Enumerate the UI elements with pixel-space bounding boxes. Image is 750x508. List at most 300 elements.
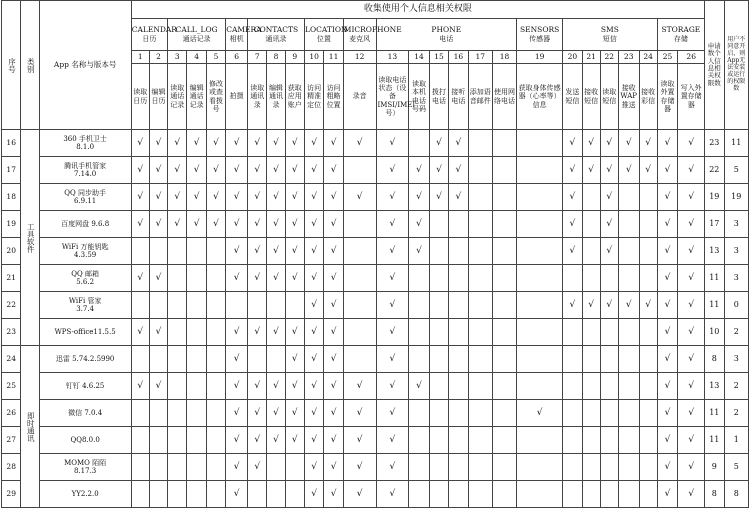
table-row — [2, 265, 749, 292]
permission-cell — [517, 184, 563, 211]
permission-number-16: 16 — [449, 51, 468, 64]
permission-cell — [429, 238, 448, 265]
permission-cell — [226, 292, 248, 319]
permission-number-24: 24 — [639, 51, 657, 64]
permission-cell: √ — [304, 292, 323, 319]
permission-cell: √ — [226, 319, 248, 346]
permission-cell — [492, 238, 516, 265]
refuse-count: 5 — [724, 157, 749, 184]
permission-cell — [639, 319, 657, 346]
permission-number-6: 6 — [226, 51, 248, 64]
permission-cell: √ — [131, 130, 149, 157]
header-category: 类别 — [21, 1, 39, 130]
permission-cell — [429, 400, 448, 427]
permission-label-19: 获取身体传感器（心率等）信息 — [517, 64, 563, 130]
permission-label-22: 读取短信 — [600, 64, 618, 130]
permission-cell: √ — [324, 346, 343, 373]
permission-table — [1, 0, 749, 508]
permission-number-18: 18 — [492, 51, 516, 64]
permission-cell: √ — [600, 211, 618, 238]
refuse-count: 0 — [724, 292, 749, 319]
permission-cell — [343, 238, 376, 265]
permission-cell — [149, 400, 167, 427]
group-chinese-label: 传感器 — [529, 34, 551, 43]
permission-cell: √ — [304, 454, 323, 481]
permission-number-10: 10 — [304, 51, 323, 64]
permission-cell — [187, 292, 206, 319]
permission-cell: √ — [600, 157, 618, 184]
permission-cell — [187, 454, 206, 481]
refuse-count: 11 — [724, 130, 749, 157]
requested-count: 17 — [705, 211, 724, 238]
refuse-count: 3 — [724, 211, 749, 238]
permission-cell — [468, 481, 492, 508]
permission-cell — [168, 481, 187, 508]
permission-number-9: 9 — [285, 51, 304, 64]
permission-cell — [187, 346, 206, 373]
permission-cell: √ — [324, 130, 343, 157]
permission-cell — [618, 481, 639, 508]
row-seq: 20 — [2, 238, 21, 265]
permission-cell — [429, 292, 448, 319]
app-name-cell — [39, 400, 131, 427]
app-name-cell — [39, 265, 131, 292]
permission-number-22: 22 — [600, 51, 618, 64]
permission-label-24: 接收彩信 — [639, 64, 657, 130]
permission-cell — [639, 184, 657, 211]
permission-cell — [563, 319, 582, 346]
permission-cell: √ — [304, 157, 323, 184]
permission-cell: √ — [563, 130, 582, 157]
requested-count: 10 — [705, 319, 724, 346]
permission-cell: √ — [600, 292, 618, 319]
permission-number-25: 25 — [657, 51, 678, 64]
permission-cell — [639, 346, 657, 373]
permission-cell — [600, 400, 618, 427]
group-english-label: STORAGE — [661, 25, 701, 35]
permission-cell: √ — [248, 373, 267, 400]
permission-cell — [468, 319, 492, 346]
group-english-label: CALENDAR — [131, 25, 177, 35]
permission-cell — [131, 292, 149, 319]
permission-number-3: 3 — [168, 51, 187, 64]
permission-cell: √ — [168, 130, 187, 157]
permission-cell — [618, 346, 639, 373]
permission-cell — [517, 481, 563, 508]
permission-cell — [563, 454, 582, 481]
permission-cell: √ — [376, 454, 409, 481]
permission-cell: √ — [131, 157, 149, 184]
permission-cell: √ — [324, 292, 343, 319]
permission-cell — [563, 373, 582, 400]
permission-cell — [468, 454, 492, 481]
app-name-line: 迅雷 5.74.2.5990 — [55, 354, 115, 363]
permission-cell — [285, 481, 304, 508]
permission-cell — [600, 427, 618, 454]
permission-cell — [468, 130, 492, 157]
permission-cell — [468, 184, 492, 211]
permission-cell: √ — [304, 238, 323, 265]
group-chinese-label: 相机 — [229, 34, 244, 43]
refuse-count: 5 — [724, 454, 749, 481]
permission-cell: √ — [324, 319, 343, 346]
permission-cell: √ — [449, 130, 468, 157]
permission-cell: √ — [248, 130, 267, 157]
permission-cell: √ — [343, 481, 376, 508]
permission-cell: √ — [678, 400, 705, 427]
permission-cell — [285, 454, 304, 481]
table-row — [2, 427, 749, 454]
row-seq: 19 — [2, 211, 21, 238]
permission-cell — [563, 265, 582, 292]
table-row — [2, 130, 749, 157]
permission-cell — [618, 400, 639, 427]
app-name-cell — [39, 427, 131, 454]
app-name-line: QQ 邮箱 — [71, 269, 99, 278]
refuse-count: 2 — [724, 319, 749, 346]
permission-cell: √ — [376, 238, 409, 265]
permission-cell — [468, 292, 492, 319]
permission-cell: √ — [304, 400, 323, 427]
permission-cell — [131, 427, 149, 454]
permission-cell — [600, 346, 618, 373]
permission-cell: √ — [678, 157, 705, 184]
permission-cell — [343, 211, 376, 238]
permission-label-15: 拨打电话 — [429, 64, 448, 130]
permission-cell: √ — [131, 319, 149, 346]
permission-cell — [168, 265, 187, 292]
permission-cell: √ — [226, 130, 248, 157]
requested-count: 11 — [705, 400, 724, 427]
permission-cell — [267, 292, 285, 319]
permission-cell: √ — [343, 427, 376, 454]
permission-cell — [563, 346, 582, 373]
group-english-label: MICROPHONE — [343, 25, 402, 35]
permission-label-13: 读取电话状态（设备IMSI/IMEI号） — [376, 64, 409, 130]
app-name-line: 5.6.2 — [76, 278, 95, 286]
app-name-cell — [39, 373, 131, 400]
group-chinese-label: 电话 — [439, 34, 454, 43]
permission-cell: √ — [678, 427, 705, 454]
group-english-label: CALL_LOG — [175, 25, 218, 35]
permission-cell — [618, 184, 639, 211]
permission-cell — [618, 427, 639, 454]
permission-cell: √ — [376, 292, 409, 319]
permission-cell — [187, 265, 206, 292]
permission-cell — [206, 454, 225, 481]
permission-number-7: 7 — [248, 51, 267, 64]
permission-cell — [618, 211, 639, 238]
permission-cell: √ — [248, 157, 267, 184]
permission-cell: √ — [248, 265, 267, 292]
permission-cell: √ — [304, 130, 323, 157]
permission-cell: √ — [343, 454, 376, 481]
permission-label-20: 发送短信 — [563, 64, 582, 130]
permission-cell: √ — [376, 184, 409, 211]
permission-cell — [168, 427, 187, 454]
group-chinese-label: 麦克风 — [349, 34, 371, 43]
permission-cell: √ — [376, 130, 409, 157]
permission-cell — [582, 319, 600, 346]
app-name-line: WPS-office11.5.5 — [54, 327, 116, 336]
table-row — [2, 454, 749, 481]
permission-cell — [582, 400, 600, 427]
group-chinese-label: 日历 — [142, 34, 157, 43]
permission-cell — [343, 346, 376, 373]
requested-count: 19 — [705, 184, 724, 211]
permission-cell — [492, 211, 516, 238]
permission-cell — [449, 346, 468, 373]
group-header-sms — [563, 19, 658, 51]
permission-cell — [429, 346, 448, 373]
group-english-label: SENSORS — [520, 25, 560, 35]
app-name-cell — [39, 238, 131, 265]
permission-cell: √ — [324, 157, 343, 184]
table-row — [2, 184, 749, 211]
permission-cell — [149, 292, 167, 319]
permission-number-21: 21 — [582, 51, 600, 64]
permission-label-12: 录音 — [343, 64, 376, 130]
requested-count: 11 — [705, 292, 724, 319]
refuse-count: 3 — [724, 346, 749, 373]
refuse-count: 8 — [724, 481, 749, 508]
permission-cell — [492, 346, 516, 373]
permission-cell: √ — [678, 373, 705, 400]
permission-cell — [492, 319, 516, 346]
permission-cell — [492, 130, 516, 157]
permission-cell — [618, 265, 639, 292]
row-seq: 17 — [2, 157, 21, 184]
permission-cell: √ — [324, 373, 343, 400]
permission-cell — [449, 454, 468, 481]
app-name-cell — [39, 211, 131, 238]
permission-cell — [517, 454, 563, 481]
permission-cell — [517, 319, 563, 346]
permission-cell — [449, 319, 468, 346]
app-name-line: 3.7.4 — [76, 305, 95, 313]
permission-cell: √ — [678, 265, 705, 292]
app-name-line: 6.9.11 — [74, 197, 97, 205]
permission-cell: √ — [678, 346, 705, 373]
group-english-label: PHONE — [431, 25, 462, 35]
permission-cell — [449, 211, 468, 238]
permission-label-16: 接听电话 — [449, 64, 468, 130]
permission-cell — [492, 454, 516, 481]
permission-cell: √ — [409, 373, 430, 400]
permission-cell — [582, 454, 600, 481]
permission-cell: √ — [168, 211, 187, 238]
permission-label-4: 编辑通话记录 — [187, 64, 206, 130]
permission-cell: √ — [657, 400, 678, 427]
permission-cell — [131, 481, 149, 508]
permission-cell: √ — [678, 130, 705, 157]
permission-cell — [618, 319, 639, 346]
permission-cell — [492, 400, 516, 427]
permission-label-8: 编辑通讯录 — [267, 64, 285, 130]
group-header-contacts — [248, 19, 305, 51]
permission-cell — [449, 292, 468, 319]
permission-cell — [582, 346, 600, 373]
permission-cell: √ — [582, 130, 600, 157]
permission-cell — [168, 292, 187, 319]
permission-label-17: 添加语音邮件 — [468, 64, 492, 130]
permission-cell: √ — [248, 184, 267, 211]
permission-cell: √ — [149, 130, 167, 157]
permission-cell — [639, 211, 657, 238]
requested-count: 11 — [705, 265, 724, 292]
row-seq: 21 — [2, 265, 21, 292]
permission-cell — [517, 427, 563, 454]
permission-cell: √ — [226, 400, 248, 427]
permission-cell: √ — [131, 373, 149, 400]
permission-cell: √ — [657, 481, 678, 508]
permission-cell: √ — [618, 130, 639, 157]
permission-cell: √ — [657, 130, 678, 157]
group-header-call_log — [168, 19, 226, 51]
permission-label-3: 读取通话记录 — [168, 64, 187, 130]
app-name-cell — [39, 481, 131, 508]
permission-cell: √ — [582, 292, 600, 319]
permission-cell: √ — [376, 400, 409, 427]
permission-cell: √ — [618, 157, 639, 184]
permission-cell — [343, 265, 376, 292]
permission-cell: √ — [409, 184, 430, 211]
permission-cell — [343, 319, 376, 346]
permission-cell — [343, 292, 376, 319]
header-requested-count: 申请数个人信息相关权限数 — [705, 1, 724, 130]
permission-cell — [517, 157, 563, 184]
permission-cell — [409, 400, 430, 427]
permission-cell: √ — [678, 211, 705, 238]
row-seq: 18 — [2, 184, 21, 211]
app-name-line: 4.3.59 — [74, 251, 97, 259]
permission-cell: √ — [563, 292, 582, 319]
app-name-line: 微信 7.0.4 — [68, 408, 103, 417]
refuse-count: 3 — [724, 238, 749, 265]
row-seq: 25 — [2, 373, 21, 400]
permission-cell — [492, 265, 516, 292]
permission-cell — [449, 373, 468, 400]
permission-cell — [285, 292, 304, 319]
permission-cell — [168, 319, 187, 346]
permission-cell: √ — [285, 184, 304, 211]
permission-cell: √ — [206, 157, 225, 184]
permission-cell — [343, 157, 376, 184]
permission-cell: √ — [304, 184, 323, 211]
permission-number-8: 8 — [267, 51, 285, 64]
permission-number-23: 23 — [618, 51, 639, 64]
refuse-count: 2 — [724, 373, 749, 400]
group-chinese-label: 通话记录 — [182, 34, 211, 43]
permission-cell: √ — [657, 211, 678, 238]
table-row — [2, 238, 749, 265]
permission-cell: √ — [324, 454, 343, 481]
permission-cell — [517, 130, 563, 157]
permission-cell: √ — [131, 211, 149, 238]
app-name-line: WiFi 万能钥匙 — [61, 242, 109, 251]
permission-cell: √ — [285, 211, 304, 238]
permission-cell: √ — [324, 211, 343, 238]
app-name-line: QQ 同步助手 — [64, 188, 106, 197]
permission-cell: √ — [285, 130, 304, 157]
permission-number-19: 19 — [517, 51, 563, 64]
permission-cell — [582, 238, 600, 265]
category-cell: 即时通讯 — [21, 346, 39, 508]
permission-cell: √ — [285, 265, 304, 292]
permission-cell: √ — [267, 319, 285, 346]
permission-cell: √ — [376, 373, 409, 400]
permission-cell: √ — [678, 454, 705, 481]
table-row — [2, 292, 749, 319]
permission-cell — [618, 454, 639, 481]
permission-cell: √ — [324, 427, 343, 454]
permission-cell — [206, 427, 225, 454]
app-name-cell — [39, 319, 131, 346]
permission-cell: √ — [324, 184, 343, 211]
permission-cell — [563, 400, 582, 427]
permission-cell: √ — [285, 373, 304, 400]
permission-cell — [206, 265, 225, 292]
requested-count: 13 — [705, 238, 724, 265]
permission-cell: √ — [226, 184, 248, 211]
permission-cell — [187, 400, 206, 427]
permission-cell: √ — [429, 184, 448, 211]
permission-cell — [131, 238, 149, 265]
permission-cell — [449, 427, 468, 454]
permission-number-4: 4 — [187, 51, 206, 64]
permission-cell — [600, 319, 618, 346]
permission-label-21: 接收短信 — [582, 64, 600, 130]
permission-cell — [409, 319, 430, 346]
permission-cell: √ — [285, 400, 304, 427]
permission-cell — [517, 346, 563, 373]
permission-cell — [267, 454, 285, 481]
requested-count: 8 — [705, 346, 724, 373]
permission-cell: √ — [343, 400, 376, 427]
permission-cell — [429, 427, 448, 454]
permission-cell — [206, 238, 225, 265]
permission-cell: √ — [267, 265, 285, 292]
app-name-cell — [39, 346, 131, 373]
row-seq: 16 — [2, 130, 21, 157]
permission-label-2: 编辑日历 — [149, 64, 167, 130]
app-name-line: 8.17.3 — [74, 467, 97, 475]
permission-cell — [582, 427, 600, 454]
permission-cell: √ — [248, 238, 267, 265]
permission-cell: √ — [324, 400, 343, 427]
permission-cell: √ — [376, 211, 409, 238]
permission-cell — [206, 319, 225, 346]
permission-cell: √ — [582, 157, 600, 184]
permission-cell — [449, 400, 468, 427]
app-name-line: QQ8.0.0 — [70, 435, 100, 444]
group-header-camera — [226, 19, 262, 51]
permission-cell — [187, 481, 206, 508]
permission-cell: √ — [429, 130, 448, 157]
permission-cell — [468, 238, 492, 265]
app-name-line: 7.14.0 — [74, 170, 97, 178]
permission-cell: √ — [267, 400, 285, 427]
permission-cell — [517, 238, 563, 265]
permission-cell — [187, 427, 206, 454]
app-name-line: 8.1.0 — [76, 143, 95, 151]
category-cell: 工具软件 — [21, 130, 39, 346]
permission-cell: √ — [267, 157, 285, 184]
permission-cell: √ — [657, 346, 678, 373]
permission-cell — [409, 265, 430, 292]
permission-cell — [563, 481, 582, 508]
permission-cell: √ — [678, 319, 705, 346]
